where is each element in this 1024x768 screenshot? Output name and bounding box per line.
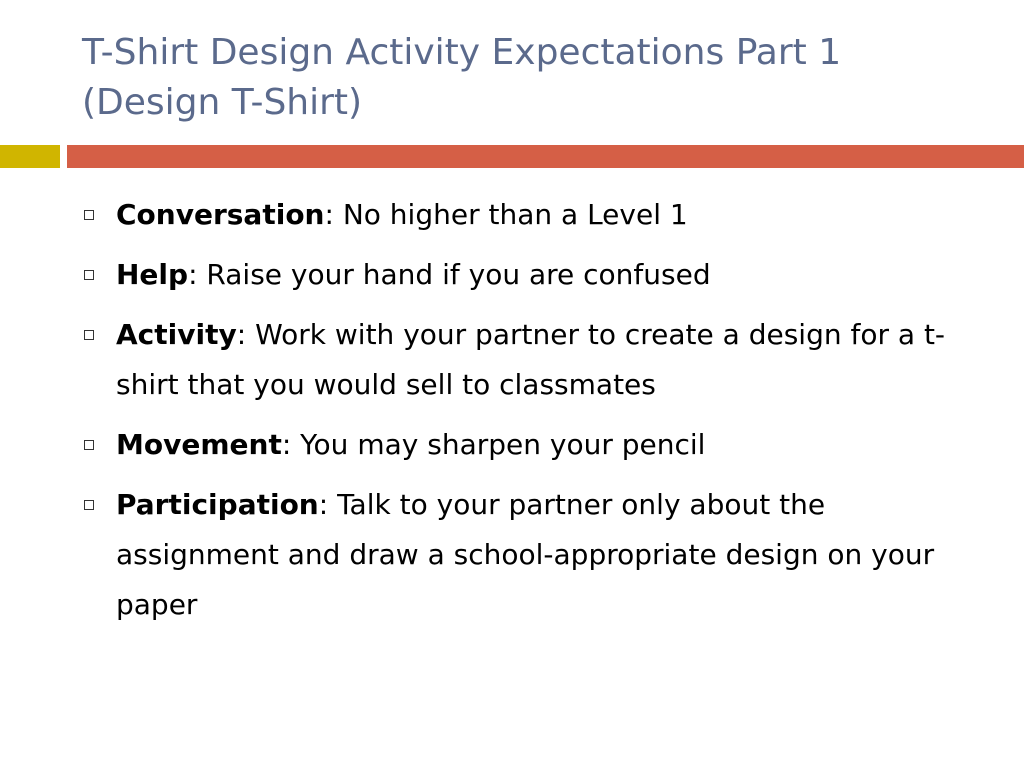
bullet-text: Raise your hand if you are confused <box>197 258 711 291</box>
slide-title <box>82 28 982 128</box>
bullet-text: You may sharpen your pencil <box>291 428 706 461</box>
square-bullet-icon <box>84 270 94 280</box>
square-bullet-icon <box>84 440 94 450</box>
bullet-term: Participation <box>116 488 319 521</box>
accent-bar-left <box>0 145 60 168</box>
bullet-separator: : <box>318 488 329 521</box>
accent-bar-right <box>67 145 1024 168</box>
bullet-term: Conversation <box>116 198 325 231</box>
bullet-separator: : <box>324 198 334 231</box>
bullet-term: Help <box>116 258 189 291</box>
bullet-item-participation <box>84 480 984 630</box>
slide-title-line-1: T-Shirt Design Activity Expectations Part 1 <box>82 32 842 73</box>
bullet-separator: : <box>188 258 198 291</box>
bullet-text: No higher than a Level 1 <box>333 198 688 231</box>
bullet-separator: : <box>236 318 247 351</box>
bullet-text: Talk to your partner only about the assignment and draw a school-appropriate design on your paper <box>116 488 935 621</box>
bullet-list <box>84 190 984 640</box>
bullet-item-conversation <box>84 190 984 240</box>
bullet-item-movement <box>84 420 984 470</box>
square-bullet-icon <box>84 500 94 510</box>
slide-title-line-2: (Design T-Shirt) <box>82 82 363 123</box>
bullet-item-activity <box>84 310 984 410</box>
bullet-text: Work with your partner to create a design for a t-shirt that you would sell to classmates <box>116 318 946 401</box>
bullet-term: Activity <box>116 318 237 351</box>
square-bullet-icon <box>84 330 94 340</box>
bullet-separator: : <box>281 428 292 461</box>
bullet-term: Movement <box>116 428 282 461</box>
square-bullet-icon <box>84 210 94 220</box>
bullet-item-help <box>84 250 984 300</box>
